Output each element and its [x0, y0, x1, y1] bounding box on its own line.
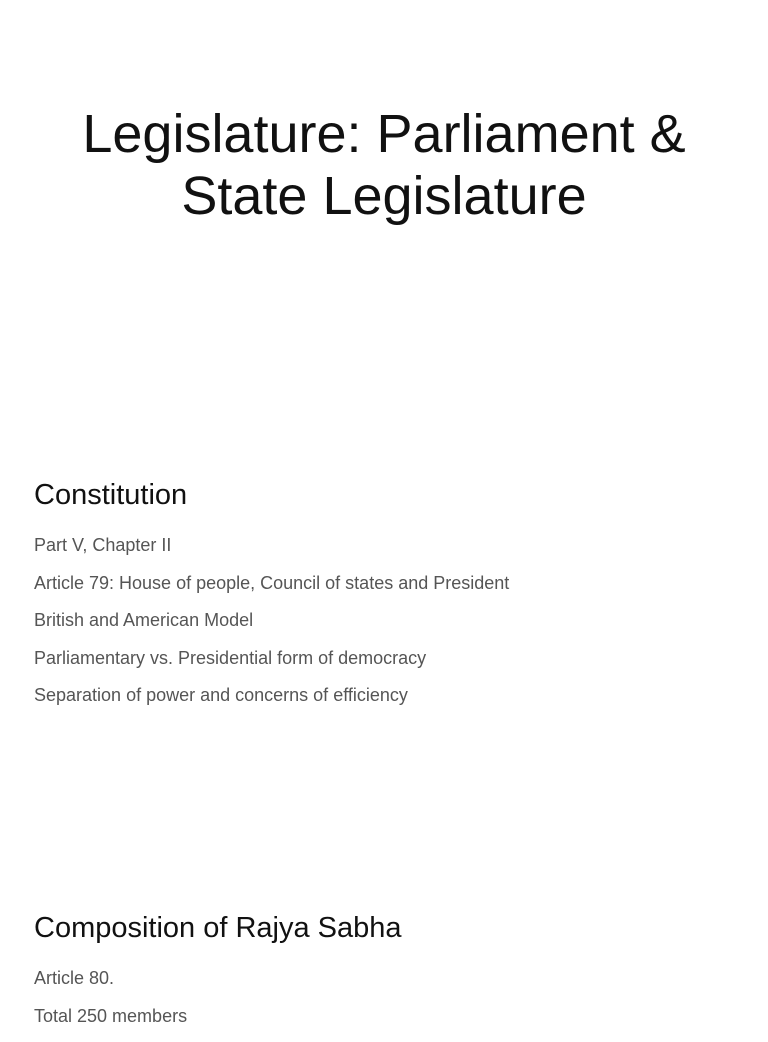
bullet-list — [34, 967, 768, 1027]
list-item: Parliamentary vs. Presidential form of democracy — [34, 647, 427, 668]
bullet-list — [34, 534, 768, 706]
slide-constitution — [0, 478, 768, 722]
list-item: Total 250 members — [34, 1005, 188, 1026]
slide-heading: Constitution — [34, 479, 188, 511]
title-line-2: State Legislature — [181, 166, 587, 226]
slide-composition-rajya-sabha — [0, 911, 768, 1042]
title-line-1: Legislature: Parliament & — [82, 104, 686, 164]
document-title — [0, 103, 768, 227]
list-item: Part V, Chapter II — [34, 535, 172, 555]
list-item: British and American Model — [34, 610, 254, 630]
list-item: Article 80. — [34, 968, 115, 988]
list-item: Article 79: House of people, Council of states and President — [34, 572, 510, 593]
list-item: Separation of power and concerns of efficiency — [34, 685, 408, 705]
slide-heading: Composition of Rajya Sabha — [34, 912, 402, 944]
title-slide — [0, 0, 768, 432]
